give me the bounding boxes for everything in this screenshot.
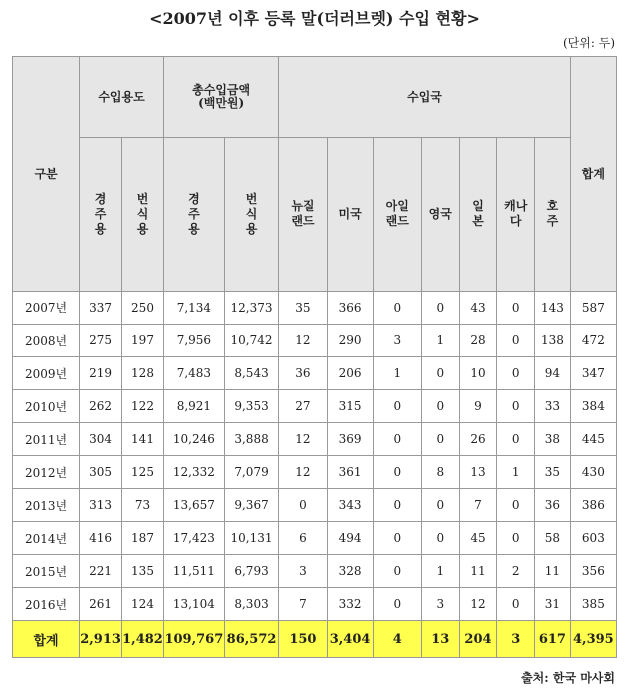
- cell-amt_race: 13,657: [163, 489, 224, 522]
- source-note: 출처: 한국 마사회: [521, 671, 615, 685]
- row-year: 2009년: [13, 357, 80, 390]
- row-year: 2007년: [13, 291, 80, 324]
- total-nz: 150: [279, 621, 327, 658]
- header-country-group: 수입국: [279, 57, 570, 138]
- cell-total: 603: [570, 522, 616, 555]
- total-breed: 1,482: [122, 621, 164, 658]
- table-row: [13, 522, 617, 555]
- cell-race: 262: [80, 390, 122, 423]
- header-country-col-6-part: 주: [546, 214, 559, 229]
- cell-jp: 13: [459, 456, 497, 489]
- table-title: <2007년 이후 등록 말(더러브렛) 수입 현황>: [149, 9, 480, 28]
- cell-ca: 0: [497, 390, 535, 423]
- cell-nz: 27: [279, 390, 327, 423]
- header-usage-col-0: [80, 137, 122, 291]
- row-year: 2014년: [13, 522, 80, 555]
- cell-ca: 0: [497, 291, 535, 324]
- row-year: 2013년: [13, 489, 80, 522]
- cell-jp: 10: [459, 357, 497, 390]
- cell-breed: 135: [122, 555, 164, 588]
- header-amount-col-0-part: 용: [188, 221, 200, 236]
- cell-breed: 187: [122, 522, 164, 555]
- row-year: 2015년: [13, 555, 80, 588]
- cell-us: 369: [327, 423, 373, 456]
- total-label: 합계: [13, 621, 80, 658]
- cell-au: 38: [535, 423, 571, 456]
- cell-ie: 0: [373, 489, 421, 522]
- cell-total: 347: [570, 357, 616, 390]
- total-total: 4,395: [570, 621, 616, 658]
- header-country-col-3-part: 영국: [428, 206, 452, 221]
- header-usage-col-0-part: 용: [94, 221, 107, 236]
- cell-au: 11: [535, 555, 571, 588]
- cell-ie: 0: [373, 522, 421, 555]
- cell-us: 206: [327, 357, 373, 390]
- header-country-col-6: [535, 137, 571, 291]
- cell-au: 31: [535, 588, 571, 621]
- cell-us: 315: [327, 390, 373, 423]
- header-country-col-4-part: 본: [472, 214, 484, 229]
- table-row: [13, 324, 617, 357]
- cell-amt_race: 11,511: [163, 555, 224, 588]
- header-country-col-1: [327, 137, 373, 291]
- header-usage-group: 수입용도: [80, 57, 164, 138]
- header-subrow: [13, 137, 617, 291]
- cell-amt_race: 8,921: [163, 390, 224, 423]
- cell-ie: 0: [373, 588, 421, 621]
- cell-breed: 141: [122, 423, 164, 456]
- table-row: [13, 423, 617, 456]
- cell-amt_breed: 7,079: [224, 456, 279, 489]
- cell-ca: 0: [497, 423, 535, 456]
- cell-uk: 0: [421, 489, 459, 522]
- header-usage-col-0-part: 경: [94, 191, 107, 206]
- cell-ie: 0: [373, 555, 421, 588]
- header-row-label: 구분: [13, 57, 80, 292]
- cell-ie: 0: [373, 456, 421, 489]
- cell-ca: 0: [497, 522, 535, 555]
- cell-race: 416: [80, 522, 122, 555]
- cell-amt_breed: 9,353: [224, 390, 279, 423]
- cell-uk: 3: [421, 588, 459, 621]
- header-country-col-0-part: 뉴질: [291, 199, 315, 214]
- cell-uk: 1: [421, 555, 459, 588]
- cell-breed: 124: [122, 588, 164, 621]
- cell-uk: 0: [421, 357, 459, 390]
- cell-race: 221: [80, 555, 122, 588]
- header-usage-col-0-part: 주: [94, 206, 107, 221]
- cell-ie: 1: [373, 357, 421, 390]
- header-country-col-3: [421, 137, 459, 291]
- cell-nz: 3: [279, 555, 327, 588]
- cell-us: 494: [327, 522, 373, 555]
- total-uk: 13: [421, 621, 459, 658]
- cell-race: 275: [80, 324, 122, 357]
- cell-amt_race: 13,104: [163, 588, 224, 621]
- cell-ie: 0: [373, 291, 421, 324]
- cell-breed: 250: [122, 291, 164, 324]
- table-row: [13, 588, 617, 621]
- cell-nz: 0: [279, 489, 327, 522]
- unit-note: (단위: 두): [563, 36, 615, 50]
- table-row: [13, 555, 617, 588]
- table-header: [13, 57, 617, 292]
- header-amount-col-1: [224, 137, 279, 291]
- cell-total: 384: [570, 390, 616, 423]
- cell-nz: 12: [279, 423, 327, 456]
- header-country-col-4-part: 일: [472, 199, 484, 214]
- cell-nz: 36: [279, 357, 327, 390]
- cell-breed: 73: [122, 489, 164, 522]
- cell-au: 138: [535, 324, 571, 357]
- cell-us: 332: [327, 588, 373, 621]
- cell-race: 304: [80, 423, 122, 456]
- table-row: [13, 390, 617, 423]
- cell-amt_race: 7,956: [163, 324, 224, 357]
- header-country-col-0-part: 랜드: [291, 214, 315, 229]
- cell-breed: 197: [122, 324, 164, 357]
- cell-amt_breed: 8,303: [224, 588, 279, 621]
- table-row: [13, 489, 617, 522]
- header-amount-col-1-part: 용: [245, 221, 258, 236]
- header-amount-col-0-part: 주: [188, 206, 200, 221]
- cell-race: 337: [80, 291, 122, 324]
- cell-au: 143: [535, 291, 571, 324]
- cell-ca: 0: [497, 489, 535, 522]
- cell-us: 290: [327, 324, 373, 357]
- total-amt_breed: 86,572: [224, 621, 279, 658]
- cell-ca: 0: [497, 357, 535, 390]
- cell-au: 94: [535, 357, 571, 390]
- total-au: 617: [535, 621, 571, 658]
- cell-amt_breed: 6,793: [224, 555, 279, 588]
- header-country-col-0: [279, 137, 327, 291]
- cell-amt_breed: 12,373: [224, 291, 279, 324]
- cell-ca: 0: [497, 324, 535, 357]
- cell-ie: 0: [373, 423, 421, 456]
- import-table: [12, 56, 617, 658]
- header-usage-col-1-part: 식: [136, 206, 149, 221]
- cell-breed: 125: [122, 456, 164, 489]
- cell-au: 58: [535, 522, 571, 555]
- cell-uk: 8: [421, 456, 459, 489]
- cell-us: 343: [327, 489, 373, 522]
- cell-us: 361: [327, 456, 373, 489]
- row-year: 2008년: [13, 324, 80, 357]
- table-row: [13, 357, 617, 390]
- header-amount-line1: 총수입금액: [192, 82, 251, 97]
- cell-jp: 26: [459, 423, 497, 456]
- total-ca: 3: [497, 621, 535, 658]
- cell-nz: 12: [279, 456, 327, 489]
- row-year: 2016년: [13, 588, 80, 621]
- row-year: 2012년: [13, 456, 80, 489]
- cell-amt_race: 17,423: [163, 522, 224, 555]
- header-amount-col-0-part: 경: [188, 191, 200, 206]
- header-country-col-4: [459, 137, 497, 291]
- header-country-col-5-part: 다: [509, 214, 522, 229]
- cell-nz: 7: [279, 588, 327, 621]
- cell-ca: 2: [497, 555, 535, 588]
- header-country-col-5: [497, 137, 535, 291]
- cell-race: 305: [80, 456, 122, 489]
- cell-amt_breed: 8,543: [224, 357, 279, 390]
- header-country-col-6-part: 호: [546, 199, 559, 214]
- total-amt_race: 109,767: [163, 621, 224, 658]
- cell-total: 587: [570, 291, 616, 324]
- cell-jp: 12: [459, 588, 497, 621]
- cell-total: 430: [570, 456, 616, 489]
- header-total: 합계: [570, 57, 616, 292]
- table-row: [13, 291, 617, 324]
- cell-amt_race: 12,332: [163, 456, 224, 489]
- cell-jp: 9: [459, 390, 497, 423]
- header-country-col-2-part: 랜드: [385, 214, 409, 229]
- cell-race: 261: [80, 588, 122, 621]
- cell-amt_breed: 3,888: [224, 423, 279, 456]
- cell-total: 445: [570, 423, 616, 456]
- total-jp: 204: [459, 621, 497, 658]
- cell-breed: 128: [122, 357, 164, 390]
- cell-au: 35: [535, 456, 571, 489]
- cell-amt_race: 7,134: [163, 291, 224, 324]
- cell-nz: 12: [279, 324, 327, 357]
- header-amount-col-1-part: 식: [245, 206, 258, 221]
- row-year: 2011년: [13, 423, 80, 456]
- cell-amt_breed: 9,367: [224, 489, 279, 522]
- cell-jp: 45: [459, 522, 497, 555]
- cell-uk: 0: [421, 390, 459, 423]
- row-year: 2010년: [13, 390, 80, 423]
- header-amount-col-1-part: 번: [245, 191, 258, 206]
- cell-ca: 1: [497, 456, 535, 489]
- cell-total: 472: [570, 324, 616, 357]
- cell-race: 219: [80, 357, 122, 390]
- cell-total: 386: [570, 489, 616, 522]
- header-amount-group: [163, 57, 278, 138]
- cell-us: 366: [327, 291, 373, 324]
- cell-us: 328: [327, 555, 373, 588]
- cell-ie: 3: [373, 324, 421, 357]
- cell-au: 33: [535, 390, 571, 423]
- cell-nz: 6: [279, 522, 327, 555]
- cell-au: 36: [535, 489, 571, 522]
- cell-amt_breed: 10,742: [224, 324, 279, 357]
- header-country-col-5-part: 캐나: [504, 199, 528, 214]
- cell-breed: 122: [122, 390, 164, 423]
- table-body: [13, 291, 617, 657]
- cell-jp: 28: [459, 324, 497, 357]
- cell-uk: 0: [421, 291, 459, 324]
- header-amount-col-0: [163, 137, 224, 291]
- cell-jp: 43: [459, 291, 497, 324]
- cell-amt_breed: 10,131: [224, 522, 279, 555]
- cell-ie: 0: [373, 390, 421, 423]
- cell-total: 385: [570, 588, 616, 621]
- header-country-col-1-part: 미국: [338, 206, 362, 221]
- header-usage-col-1: [122, 137, 164, 291]
- cell-amt_race: 7,483: [163, 357, 224, 390]
- total-us: 3,404: [327, 621, 373, 658]
- header-usage-col-1-part: 용: [136, 221, 149, 236]
- cell-nz: 35: [279, 291, 327, 324]
- cell-ca: 0: [497, 588, 535, 621]
- cell-uk: 1: [421, 324, 459, 357]
- cell-uk: 0: [421, 423, 459, 456]
- header-country-col-2: [373, 137, 421, 291]
- cell-jp: 11: [459, 555, 497, 588]
- cell-uk: 0: [421, 522, 459, 555]
- total-row: [13, 621, 617, 658]
- header-usage-col-1-part: 번: [136, 191, 149, 206]
- cell-amt_race: 10,246: [163, 423, 224, 456]
- table-row: [13, 456, 617, 489]
- header-country-col-2-part: 아일: [385, 199, 409, 214]
- cell-race: 313: [80, 489, 122, 522]
- total-race: 2,913: [80, 621, 122, 658]
- cell-jp: 7: [459, 489, 497, 522]
- total-ie: 4: [373, 621, 421, 658]
- cell-total: 356: [570, 555, 616, 588]
- header-amount-line2: (백만원): [198, 95, 245, 110]
